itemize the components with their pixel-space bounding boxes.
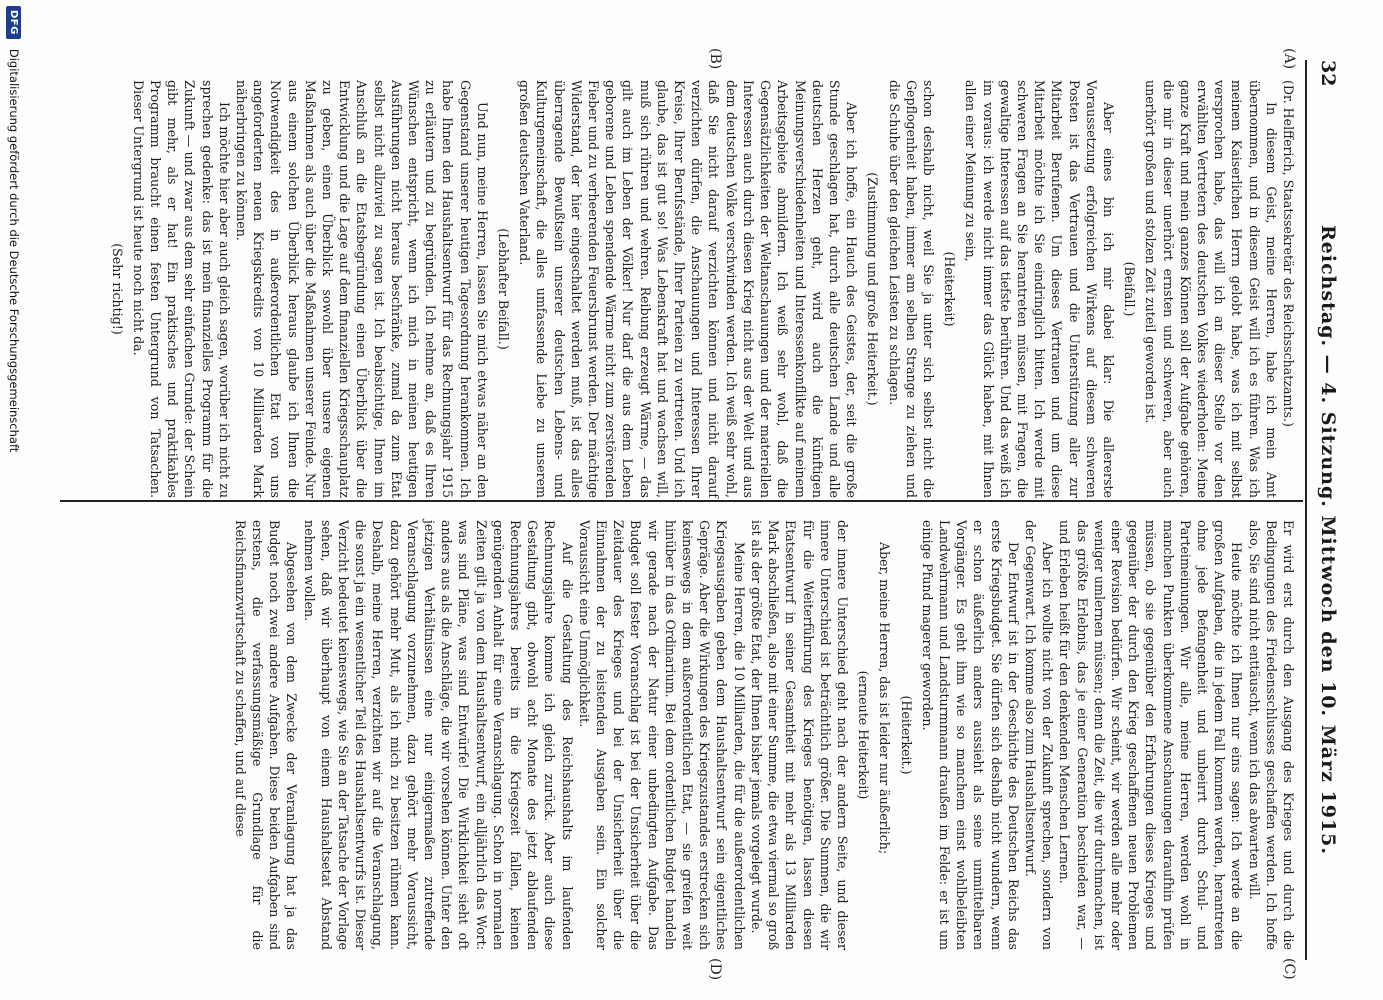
paragraph: Aber ich wollte nicht von der Zukunft sprechen, sondern von der Gegenwart. Ich komme also zum Haushaltsentwurf. <box>1022 520 1056 950</box>
paragraph: Und nun, meine Herren, lassen Sie mich etwas näher an den Gegenstand unserer heutigen Tagesordnung herankommen. Ich habe Ihnen den Haushaltsentwurf für das Rechnungsjahr 1915 zu erläutern und zu begründen. Ich nehme an, daß es Ihren Wünschen entspricht, wenn ich mich in meinen heutigen Ausführungen nicht heraus beschränke, zumal da zum Etat selbst nicht allzuviel zu sagen ist. Ich beabsichtige, Ihnen im Anschluß an die Etatsbegründung einen Überblick über die Entwicklung und die Lage auf dem finanziellen Kriegsschauplatz zu geben, einen Überblick sowohl über unsere eigenen Maßnahmen als auch über die Maßnahmen unserer Feinde. Nur aus einem solchen Überblick heraus glaube ich Ihnen die Notwendigkeit des in außerordentlichen Etat von uns angeforderten neuen Kriegskredits von 10 Milliarden Mark näherbringen zu können. <box>234 80 490 498</box>
paragraph: In diesem Geist, meine Herren, habe ich mein Amt übernommen, und in diesem Geist will ich es führen. Was ich meinem Kaiserlichen Herrn gelobt habe, was ich mit selbst versprochen habe, das will ich an dieser Stelle vor den erwählten Vertretern des deutschen Volkes wiederholen: Meine ganze Kraft und mein ganzes Können soll der Aufgabe gehören, die mir in dieser unerhört ernsten und schweren, aber auch unerhört großen und stolzen Zeit zuteil geworden ist. <box>1143 80 1279 498</box>
interjection: (Heiterkeit) <box>942 251 958 327</box>
margin-mark-b: (B) <box>707 48 723 70</box>
paragraph: Der Entwurf ist in der Geschichte des Deutschen Reichs das erste Kriegsbudget. Sie dürfen sich deshalb nicht wundern, wenn er schon äußerlich anders aussieht als seine unmittelbaren Vorgänger. Es geht ihm wie so manchem einst wohlbeleibten Landwehrmann und Landsturmmann draußen im Felde: er ist um einige Pfund magerer geworden. <box>919 520 1021 950</box>
interjection: (Lebhafter Beifall.) <box>496 228 512 350</box>
margin-mark-d: (D) <box>707 958 723 981</box>
interjection: (Sehr richtig!) <box>109 243 125 335</box>
paragraph: Abgesehen von dem Zwecke der Veranlagung hat ja das Budget noch zwei andere Aufgaben. Diese beiden Aufgaben sind erstens, die verfassungsmäßige Grundlage für die Reichsfinanzwirtschaft zu schaffen, und auf diese <box>232 520 300 950</box>
paragraph: Er wird erst durch den Ausgang des Krieges und durch die Bedingungen des Friedensschlusses geschaffen werden. Ich hoffe also, Sie sind nicht enttäuscht, wenn ich das abwarten will. <box>1246 520 1296 950</box>
speaker-line: (Dr. Helfferich, Staatssekretär des Reichsschatzamts.) <box>1281 80 1296 427</box>
paragraph: Auf die Gestaltung des Reichshaushalts im laufenden Rechnungsjahre komme ich gleich zurück. Aber auch diese Gestaltung gibt, obwohl acht Monate des jetzt ablaufenden Rechnungsjahres bereits in die Kriegszeit fallen, keinen genügenden Anhalt für eine Veranschlagung. Schon in normalen Zeiten gilt ja von dem Haushaltsentwurf, ein alljährlich das Wort: was sind Pläne, was sind Entwürfe! Die Wirklichkeit sieht oft anders aus als die Anschläge, die wir vorsehen können. Unter den jetzigen Verhältnissen eine nur einigermaßen zutreffende Veranschlagung vorzunehmen, dazu gehört mehr Voraussicht, dazu gehört mehr Mut, als ich mich zu besitzen rühmen kann. Deshalb, meine Herren, verzichten wir auf die Veranschlagung, die sonst ja ein wesentlicher Teil des Haushaltsentwurfs ist. Dieser Verzicht bedeutet keineswegs, wie Sie an der Tatsache der Vorlage sehen, daß wir überhaupt von einem Haushaltsetat Abstand nehmen wollen. <box>301 520 575 950</box>
dfg-logo: DFG <box>7 6 22 39</box>
paragraph: schon deshalb nicht, weil Sie ja unter sich selbst nicht die Gepflogenheit haben, immer am selben Strange zu ziehen und die Schuhe über den gleichen Leisten zu schlagen. <box>886 80 936 498</box>
paragraph: Ich möchte hier aber auch gleich sagen, worüber ich nicht zu sprechen gedenke: das ist mein finanzielles Programm für die Zukunft — und zwar aus dem sehr einfachen Grunde: der Schein gibt mehr, als er hat! Ein praktisches und praktikables Programm braucht einen festen Untergrund von Tatsachen. Dieser Untergrund ist heute noch nicht da. <box>130 80 232 498</box>
paragraph: der innere Unterschied geht nach der andern Seite, und dieser innere Unterschied ist beträchtlich größer. Die Summen, die wir für die Weiterführung des Krieges benötigen, lassen diesen Etatsentwurf in seiner Gesamtheit mit mehr als 13 Milliarden Mark abschließen, also mit einer Summe, die etwa viermal so groß ist als der größte Etat, der Ihnen bisher jemals vorgelegt wurde. <box>748 520 850 950</box>
left-column <box>104 80 1297 498</box>
margin-mark-a: (A) <box>1281 48 1297 70</box>
paragraph: Meine Herren, die 10 Milliarden, die für die außerordentlichen Kriegsausgaben geben dem Haushaltsentwurf sein eigentliches Gepräge. Aber die Wirkungen des Kriegszustandes erstrecken sich keineswegs in dem außerordentlichen Etat, — sie greifen weit hinüber in das Ordinarium. Bei dem ordentlichen Budget handeln wir gerade nach der Natur einer unbedingten Aufgabe. Das Budget soll fester Voranschlag ist bei der Unsicherheit über die Zeitdauer des Krieges und bei der Unsicherheit über die Einnahmen der zu leistenden Ausgaben sein. Ein solcher Voraussicht eine Unmöglichkeit. <box>576 520 747 950</box>
interjection: (Heiterkeit.) <box>898 695 914 775</box>
right-column <box>232 520 1297 950</box>
paragraph: Aber, meine Herren, das ist leider nur äußerlich; <box>877 542 893 855</box>
interjection: (erneute Heiterkeit) <box>856 670 872 800</box>
page-title: Reichstag. — 4. Sitzung. Mittwoch den 10. März 1915. <box>1317 224 1339 856</box>
footer-credit: Digitalisierung gefördert durch die Deutsche Forschungsgemeinschaft <box>7 48 21 453</box>
column-divider <box>60 500 1303 502</box>
interjection: (Beifall.) <box>1122 261 1138 317</box>
interjection: (Zustimmung und große Heiterkeit.) <box>865 172 881 406</box>
paragraph: Heute möchte ich Ihnen nur eins sagen: Ich werde an die großen Aufgaben, die in jedem Fall kommen werden, herantreten ohne jede Befangenheit und unbeirrt durch Schul- und Parteimeinungen. Wir alle, meine Herren, werden wohl in manchen Punkten überkommene Anschauungen daraufhin prüfen müssen, ob sie gegenüber den Erfahrungen dieses Krieges und gegenüber der durch den Krieg geschaffenen neuen Problemen einer Revision bedürfen. Wir scheint, wir werden alle mehr oder weniger umlernen müssen; denn die Zeit, die wir durchmachen, ist das größte Erlebnis, das je einer Generation beschieden war, — und Erleben heißt für den denkenden Menschen Lernen. <box>1057 520 1245 950</box>
paragraph: Aber ich hoffe, ein Hauch des Geistes, der, seit die große Stunde geschlagen hat, durch alle deutschen Lande und alle deutschen Herzen geht, wird auch die künftigen Meinungsverschiedenheiten und Interessenkonflikte auf meinem Arbeitsgebiete abmildern. Ich weiß sehr wohl, daß die Gegensätzlichkeiten der Weltanschauungen und der materiellen Interessen auch durch diesen Krieg nicht aus der Welt und aus dem deutschen Volke verschwinden werden. Ich weiß sehr wohl, daß Sie nicht darauf verzichten können und nicht darauf verzichten dürfen, die Anschauungen und Interessen Ihrer Kreise, Ihrer Berufsstände, Ihrer Parteien zu vertreten. Und ich glaube, das ist gut so! Was Lebenskraft hat und wachsen will, muß sich rühren und wehren. Reibung erzeugt Wärme, — das gilt auch im Leben der Völker! Nur darf die aus dem Leben geborene und Leben spendende Wärme nicht zum zerstörenden Fieber und zu verheerenden Feuersbrunst werden. Der mächtige Widerstand, der hier eingeschaltet werden muß, ist das alles überragende Bewußtsein unserer deutschen Lebens- und Kulturgemeinschaft, die alles umfassende Liebe zu unserem großen deutschen Vaterland. <box>517 80 860 498</box>
header-rule <box>1305 60 1307 960</box>
footer <box>0 6 28 996</box>
paragraph: Aber eines bin ich mir dabei klar: Die allererste Voraussetzung erfolgreichen Wirkens auf diesem schweren Posten ist das Vertrauen und die Unterstützung aller zur Mitarbeit Berufenen. Um dieses Vertrauen und um diese Mitarbeit möchte ich Sie eindringlich bitten. Ich werde mit schweren Fragen an Sie herantreten müssen, mit Fragen, die gewaltige Interessen auf das tiefste berühren. Und das weiß ich im voraus: ich werde nicht immer das Glück haben, mit Ihnen allen einer Meinung zu sein, <box>963 80 1116 498</box>
margin-mark-c: (C) <box>1281 958 1297 980</box>
page-header <box>1311 60 1345 960</box>
page-number: 32 <box>1317 60 1339 87</box>
